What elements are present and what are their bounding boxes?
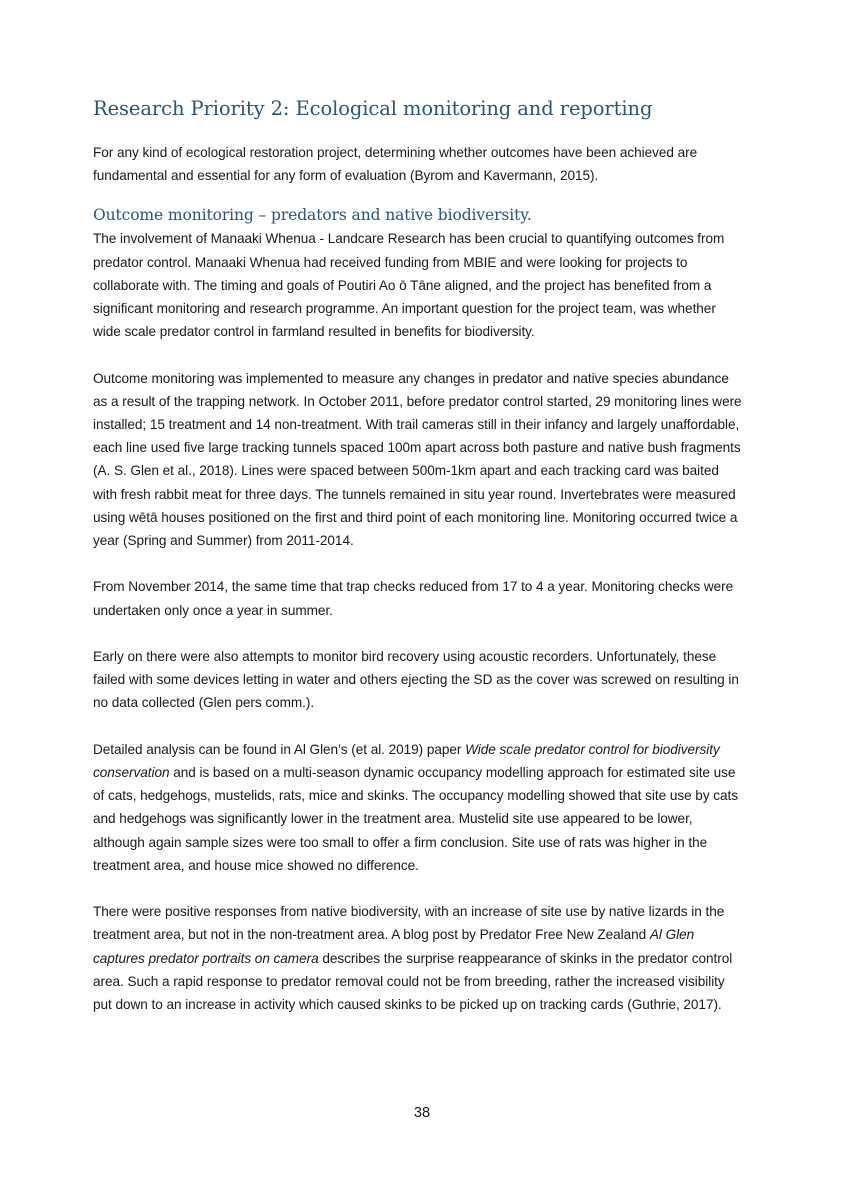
section-heading: Research Priority 2: Ecological monitoring and reporting: [93, 97, 653, 120]
blog-post-title: Al Glen captures predator portraits on camera: [93, 927, 695, 966]
responses-text-before: There were positive responses from native biodiversity, with an increase of site use by native lizards in the treatment area, but not in the non-treatment area. A blog post by Predator Free New Zealand: [93, 904, 725, 943]
responses-text-after: describes the surprise reappearance of skinks in the predator control area. Such a rapid response to predator removal could not be from breeding, rather the increased visibility put down to an increase in activity which caused skinks to be picked up on tracking cards (Guthrie, 2017).: [93, 950, 733, 1013]
sub-heading: Outcome monitoring – predators and native biodiversity.: [93, 206, 532, 225]
intro-paragraph: For any kind of ecological restoration project, determining whether outcomes have been achieved are fundamental and essential for any form of evaluation (Byrom and Kavermann, 2015).: [93, 145, 698, 184]
paper-title-link: Wide scale predator control for biodiversity conservation: [93, 741, 720, 781]
analysis-text-after: and is based on a multi-season dynamic occupancy modelling approach for estimated site use of cats, hedgehogs, mustelids, rats, mice and skinks. The occupancy modelling showed that site use by cats and hedgehogs was significantly lower in the treatment area. Mustelid site use appeared to be lower, although again sample sizes were too small to offer a firm conclusion. Site use of rats was higher in the treatment area, and house mice showed no difference.: [93, 765, 739, 873]
paragraph-november-2014: From November 2014, the same time that trap checks reduced from 17 to 4 a year. Monitoring checks were undertaken only once a year in summer.: [93, 579, 734, 618]
page-number: 38: [413, 1105, 431, 1121]
paragraph-positive-responses: [93, 900, 744, 1016]
paragraph-outcome-monitoring: Outcome monitoring was implemented to measure any changes in predator and native species abundance as a result of the trapping network. In October 2011, before predator control started, 29 monitoring lines were installed; 15 treatment and 14 non-treatment. With trail cameras still in their infancy and largely unaffordable, each line used five large tracking tunnels spaced 100m apart across both pasture and native bush fragments (A. S. Glen et al., 2018). Lines were spaced between 500m-1km apart and each tracking card was baited with fresh rabbit meat for three days. The tunnels remained in situ year round. Invertebrates were measured using wētā houses positioned on the first and third point of each monitoring line. Monitoring occurred twice a year (Spring and Summer) from 2011-2014.: [93, 370, 742, 549]
analysis-text-before: Detailed analysis can be found in Al Glen’s (et al. 2019) paper: [93, 741, 466, 757]
paragraph-involvement: The involvement of Manaaki Whenua - Landcare Research has been crucial to quantifying outcomes from predator control. Manaaki Whenua had received funding from MBIE and were looking for projects to collaborate with. The timing and goals of Poutiri Ao ō Tāne aligned, and the project has benefited from a significant monitoring and research programme. An important question for the project team, was whether wide scale predator control in farmland resulted in benefits for biodiversity.: [93, 231, 725, 340]
paragraph-bird-recovery: Early on there were also attempts to monitor bird recovery using acoustic recorders. Unfortunately, these failed with some devices letting in water and others ejecting the SD as the cover was screwed on resulting in no data collected (Glen pers comm.).: [93, 649, 739, 711]
paragraph-detailed-analysis: [93, 738, 744, 877]
